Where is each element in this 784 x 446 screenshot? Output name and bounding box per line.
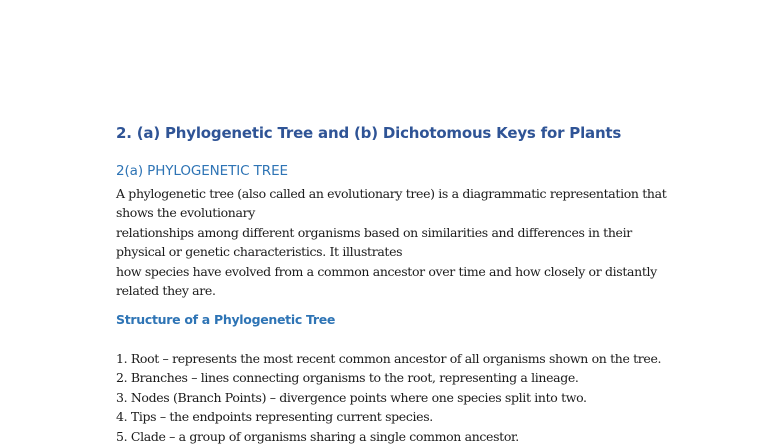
intro-line: related they are. <box>116 282 216 298</box>
list-item: 4. Tips – the endpoints representing current species. <box>116 409 433 425</box>
list-item: 3. Nodes (Branch Points) – divergence points where one species split into two. <box>116 389 587 405</box>
intro-line: physical or genetic characteristics. It illustrates <box>116 244 403 260</box>
list-item: 2. Branches – lines connecting organisms to the root, representing a lineage. <box>116 370 579 386</box>
list-item: 5. Clade – a group of organisms sharing a single common ancestor. <box>116 428 519 444</box>
structure-list <box>116 349 696 446</box>
structure-heading: Structure of a Phylogenetic Tree <box>116 312 336 327</box>
intro-line: how species have evolved from a common ancestor over time and how closely or distantly <box>116 263 657 279</box>
intro-line: shows the evolutionary <box>116 205 255 221</box>
list-item: 1. Root – represents the most recent common ancestor of all organisms shown on the tree. <box>116 351 662 366</box>
section-title: 2. (a) Phylogenetic Tree and (b) Dichotomous Keys for Plants <box>116 124 622 142</box>
subsection-title: 2(a) PHYLOGENETIC TREE <box>116 163 288 179</box>
intro-line: A phylogenetic tree (also called an evolutionary tree) is a diagrammatic representation that <box>116 186 667 201</box>
intro-paragraph <box>116 184 696 300</box>
intro-line: relationships among different organisms based on similarities and differences in their <box>116 224 632 240</box>
